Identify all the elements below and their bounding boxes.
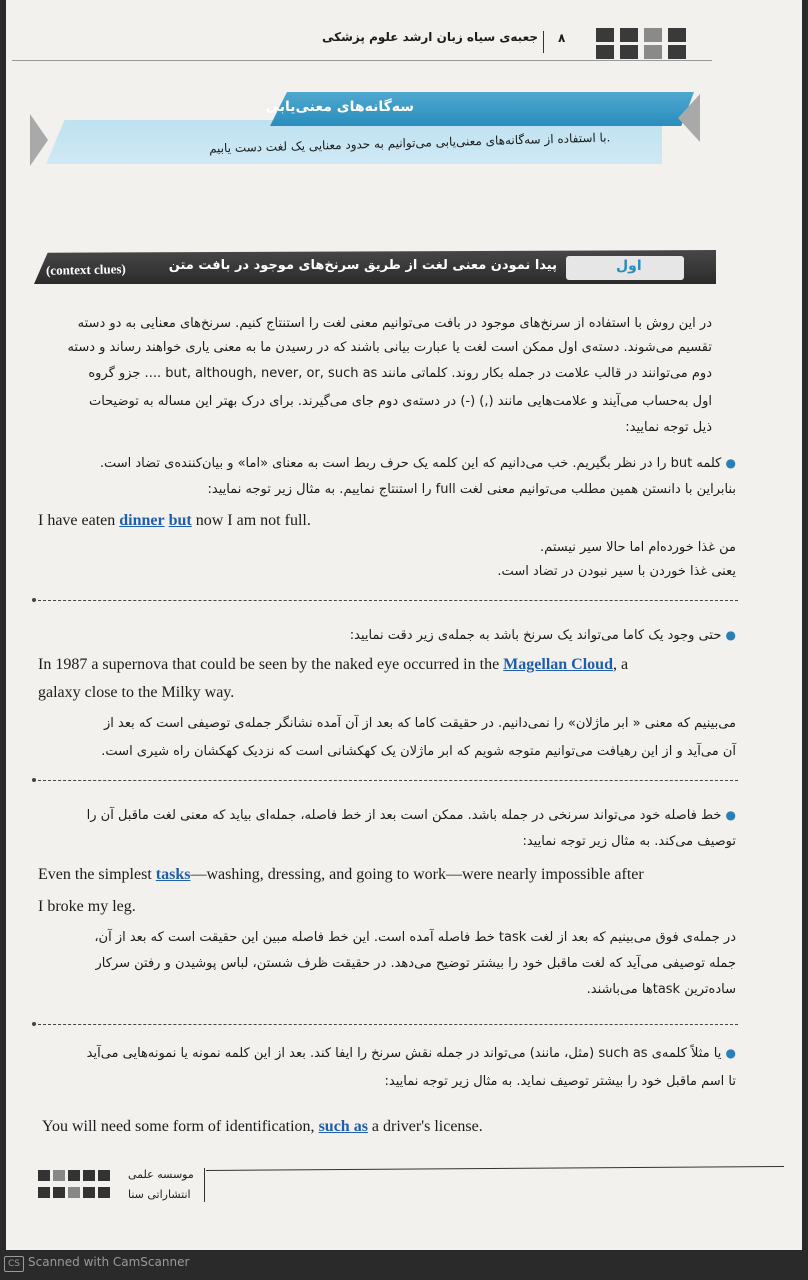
example-sentence-cont: galaxy close to the Milky way. [38,684,235,701]
keyword: Magellan Cloud [503,656,613,673]
example-sentence: In 1987 a supernova that could be seen by the naked eye occurred in the Magellan Cloud, a [38,656,629,673]
banner-subtitle: با استفاده از سه‌گانه‌های معنی‌یابی می‌توانیم به حدود معنایی یک لغت دست یابیم. [208,130,611,156]
section-title: پیدا نمودن معنی لغت از طریق سرنخ‌های موجود در بافت متن [168,258,557,273]
banner-arrow-left [30,114,48,166]
page-number: ۸ [558,31,566,45]
banner-arrow-right [678,94,700,142]
intro-line: دوم می‌توانند در قالب علامت در جمله بکار روند. کلماتی مانند but, although, never, or, such as .... جزو گروه [88,366,712,381]
dashed-divider [38,780,738,781]
item-line: بنابراین با دانستن همین مطلب می‌توانیم معنی لغت full را استنتاج نماییم. به مثال زیر توجه نمایید: [207,482,736,497]
header-rule [12,60,712,61]
book-page [6,0,802,1250]
explanation-line: می‌بینیم که معنی « ابر ماژلان» را نمی‌دانیم. در حقیقت کاما که بعد از آن آمده نشانگر جمله‌ی توصیفی است که بعد از [104,716,736,731]
chapter-banner [30,92,700,168]
book-title: جعبه‌ی سیاه زبان ارشد علوم پزشکی [322,30,538,44]
bullet-icon: ● [725,1046,736,1060]
section-english-title: (context clues) [45,261,126,278]
intro-line: تقسیم می‌شوند. دسته‌ی اول ممکن است لغت یا عبارت بیانی باشند که در رسیدن ما به معنی یاری خواهند رساند و دسته [67,340,712,355]
item-text [86,808,736,823]
divider-dot [32,1022,36,1026]
item-text [96,628,736,643]
explanation-line: یعنی غذا خوردن با سیر نبودن در تضاد است. [497,564,736,579]
dashed-divider [38,1024,738,1025]
explanation-line: آن می‌آید و از این رهیافت می‌توانیم متوجه شویم که ابر ماژلان یک کهکشانی است که نزدیک کهکشان راه شیری است. [101,744,736,759]
example-sentence: Even the simplest tasks—washing, dressing, and going to work—were nearly impossible after [38,866,644,883]
footer-decoration [38,1170,110,1198]
item-line: حتی وجود یک کاما می‌تواند یک سرنخ باشد به جمله‌ی زیر دقت نمایید: [349,628,722,643]
divider-dot [32,778,36,782]
dashed-divider [38,600,738,601]
bullet-icon: ● [725,628,736,642]
item-line: خط فاصله خود می‌تواند سرنخی در جمله باشد. ممکن است بعد از خط فاصله، جمله‌ای بیاید که معنی لغت ماقبل آن را [86,808,722,823]
divider-dot [32,598,36,602]
footer-rule [206,1166,784,1171]
example-sentence-cont: I broke my leg. [38,898,136,915]
intro-line: در این روش با استفاده از سرنخ‌های موجود در بافت می‌توانیم معنی لغت را استنتاج کنیم. سرنخ‌های معنایی به دو دسته [77,316,712,331]
keyword: tasks [155,866,191,883]
item-text [96,456,736,471]
header-divider [543,31,544,53]
bullet-icon: ● [725,808,736,822]
explanation-line: جمله توصیفی می‌آید که لغت ماقبل خود را بیشتر توضیح می‌دهد. در حقیقت ظرف شستن، لباس پوشیدن و رفتن سرکار [95,956,736,971]
keyword: but [168,512,192,529]
translation-line: من غذا خورده‌ام اما حالا سیر نیستم. [540,540,736,555]
item-line: تا اسم ماقبل خود را بیشتر توصیف نماید. به مثال زیر توجه نمایید: [384,1074,736,1089]
camscanner-logo-icon: CS [4,1256,24,1272]
header-decoration [596,28,686,59]
intro-line: ذیل توجه نمایید: [625,420,712,435]
intro-line: اول به‌حساب می‌آیند و علامت‌هایی مانند (,) (-) در دسته‌ی دوم جای می‌گیرند. برای درک بهتر این مساله به توضیحات [88,394,712,409]
explanation-line: در جمله‌ی فوق می‌بینیم که بعد از لغت task خط فاصله آمده است. این خط فاصله مبین این حقیقت است که بعد از آن، [94,930,736,945]
footer-divider [204,1168,205,1202]
example-sentence: You will need some form of identification, such as a driver's license. [42,1118,483,1135]
scanner-watermark: CS Scanned with CamScanner [4,1255,189,1272]
item-line: کلمه but را در نظر بگیریم. خب می‌دانیم که این کلمه یک حرف ربط است به معنای «اما» و بیان‌کننده‌ی تضاد است. [99,456,722,471]
example-sentence: I have eaten dinner but now I am not full. [38,512,311,529]
page-header [296,28,716,54]
keyword: dinner [119,512,165,529]
banner-title: سه‌گانه‌های معنی‌یابی [265,99,414,115]
item-line: یا مثلاً کلمه‌ی such as (مثل، مانند) می‌تواند در جمله نقش سرنخ را ایفا کند. بعد از این کلمه نمونه یا نمونه‌هایی می‌آید [86,1046,722,1061]
keyword: such as [318,1118,368,1135]
item-text [76,1046,736,1061]
item-line: توصیف می‌کند. به مثال زیر توجه نمایید: [522,834,736,849]
publisher-org: موسسه علمی [128,1168,194,1181]
bullet-icon: ● [725,456,736,470]
section-number: اول [616,258,642,274]
explanation-line: ساده‌ترین taskها می‌باشند. [586,982,736,997]
publisher-name: انتشاراتی سنا [128,1188,191,1201]
